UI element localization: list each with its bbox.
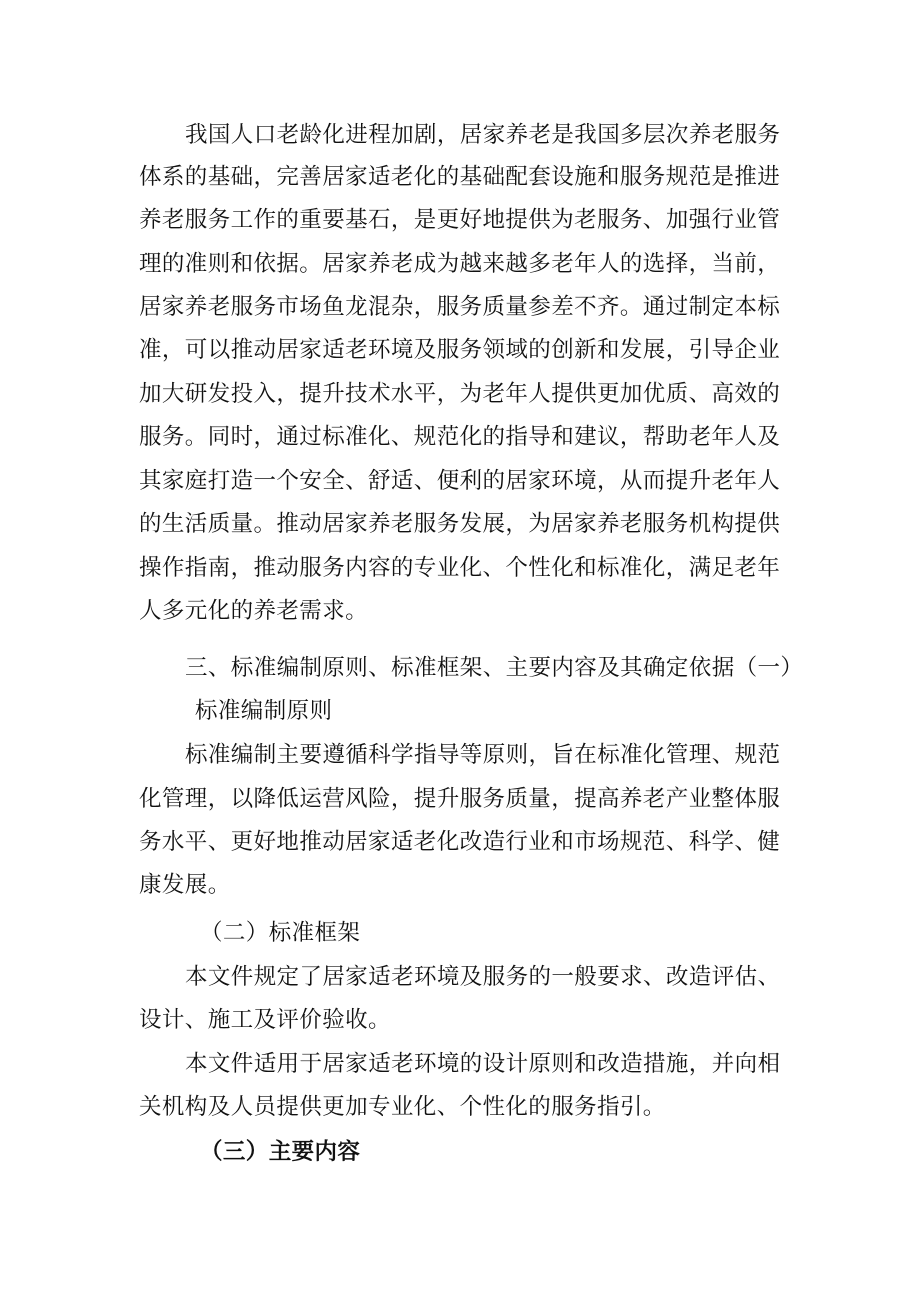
paragraph-background-line-9: 其家庭打造一个安全、舒适、便利的居家环境，从而提升老年人 <box>139 468 781 494</box>
paragraph-principles-line-2: 化管理，以降低运营风险，提升服务质量，提高养老产业整体服 <box>139 786 781 812</box>
paragraph-principles-line-1: 标准编制主要遵循科学指导等原则，旨在标准化管理、规范 <box>185 742 781 768</box>
paragraph-scope-provisions-line-1: 本文件规定了居家适老环境及服务的一般要求、改造评估、 <box>185 964 781 990</box>
paragraph-background-line-5: 居家养老服务市场鱼龙混杂，服务质量参差不齐。通过制定本标 <box>139 294 781 320</box>
paragraph-background-line-1: 我国人口老龄化进程加剧，居家养老是我国多层次养老服务 <box>185 122 781 148</box>
paragraph-background-line-4: 理的准则和依据。居家养老成为越来越多老年人的选择，当前， <box>139 251 781 277</box>
paragraph-background-line-3: 养老服务工作的重要基石，是更好地提供为老服务、加强行业管 <box>139 207 781 233</box>
subheading-framework: （二）标准框架 <box>200 920 361 946</box>
paragraph-scope-provisions-line-2: 设计、施工及评价验收。 <box>139 1007 391 1033</box>
subheading-main-content: （三）主要内容 <box>200 1139 361 1165</box>
paragraph-scope-applicability-line-2: 关机构及人员提供更加专业化、个性化的服务指引。 <box>139 1094 666 1120</box>
paragraph-background-line-8: 服务。同时，通过标准化、规范化的指导和建议，帮助老年人及 <box>139 424 781 450</box>
section-heading-three-line-1: 三、标准编制原则、标准框架、主要内容及其确定依据（一） <box>185 655 804 681</box>
paragraph-background-line-6: 准，可以推动居家适老环境及服务领域的创新和发展，引导企业 <box>139 337 781 363</box>
paragraph-background-line-7: 加大研发投入，提升技术水平，为老年人提供更加优质、高效的 <box>139 381 781 407</box>
section-heading-three-line-2: 标准编制原则 <box>195 698 333 724</box>
paragraph-background-line-10: 的生活质量。推动居家养老服务发展，为居家养老服务机构提供 <box>139 511 781 537</box>
paragraph-background-line-2: 体系的基础，完善居家适老化的基础配套设施和服务规范是推进 <box>139 164 781 190</box>
paragraph-principles-line-4: 康发展。 <box>139 872 231 898</box>
paragraph-background-line-12: 人多元化的养老需求。 <box>139 598 369 624</box>
paragraph-scope-applicability-line-1: 本文件适用于居家适老环境的设计原则和改造措施，并向相 <box>185 1051 781 1077</box>
paragraph-background-line-11: 操作指南，推动服务内容的专业化、个性化和标准化，满足老年 <box>139 555 781 581</box>
paragraph-principles-line-3: 务水平、更好地推动居家适老化改造行业和市场规范、科学、健 <box>139 829 781 855</box>
